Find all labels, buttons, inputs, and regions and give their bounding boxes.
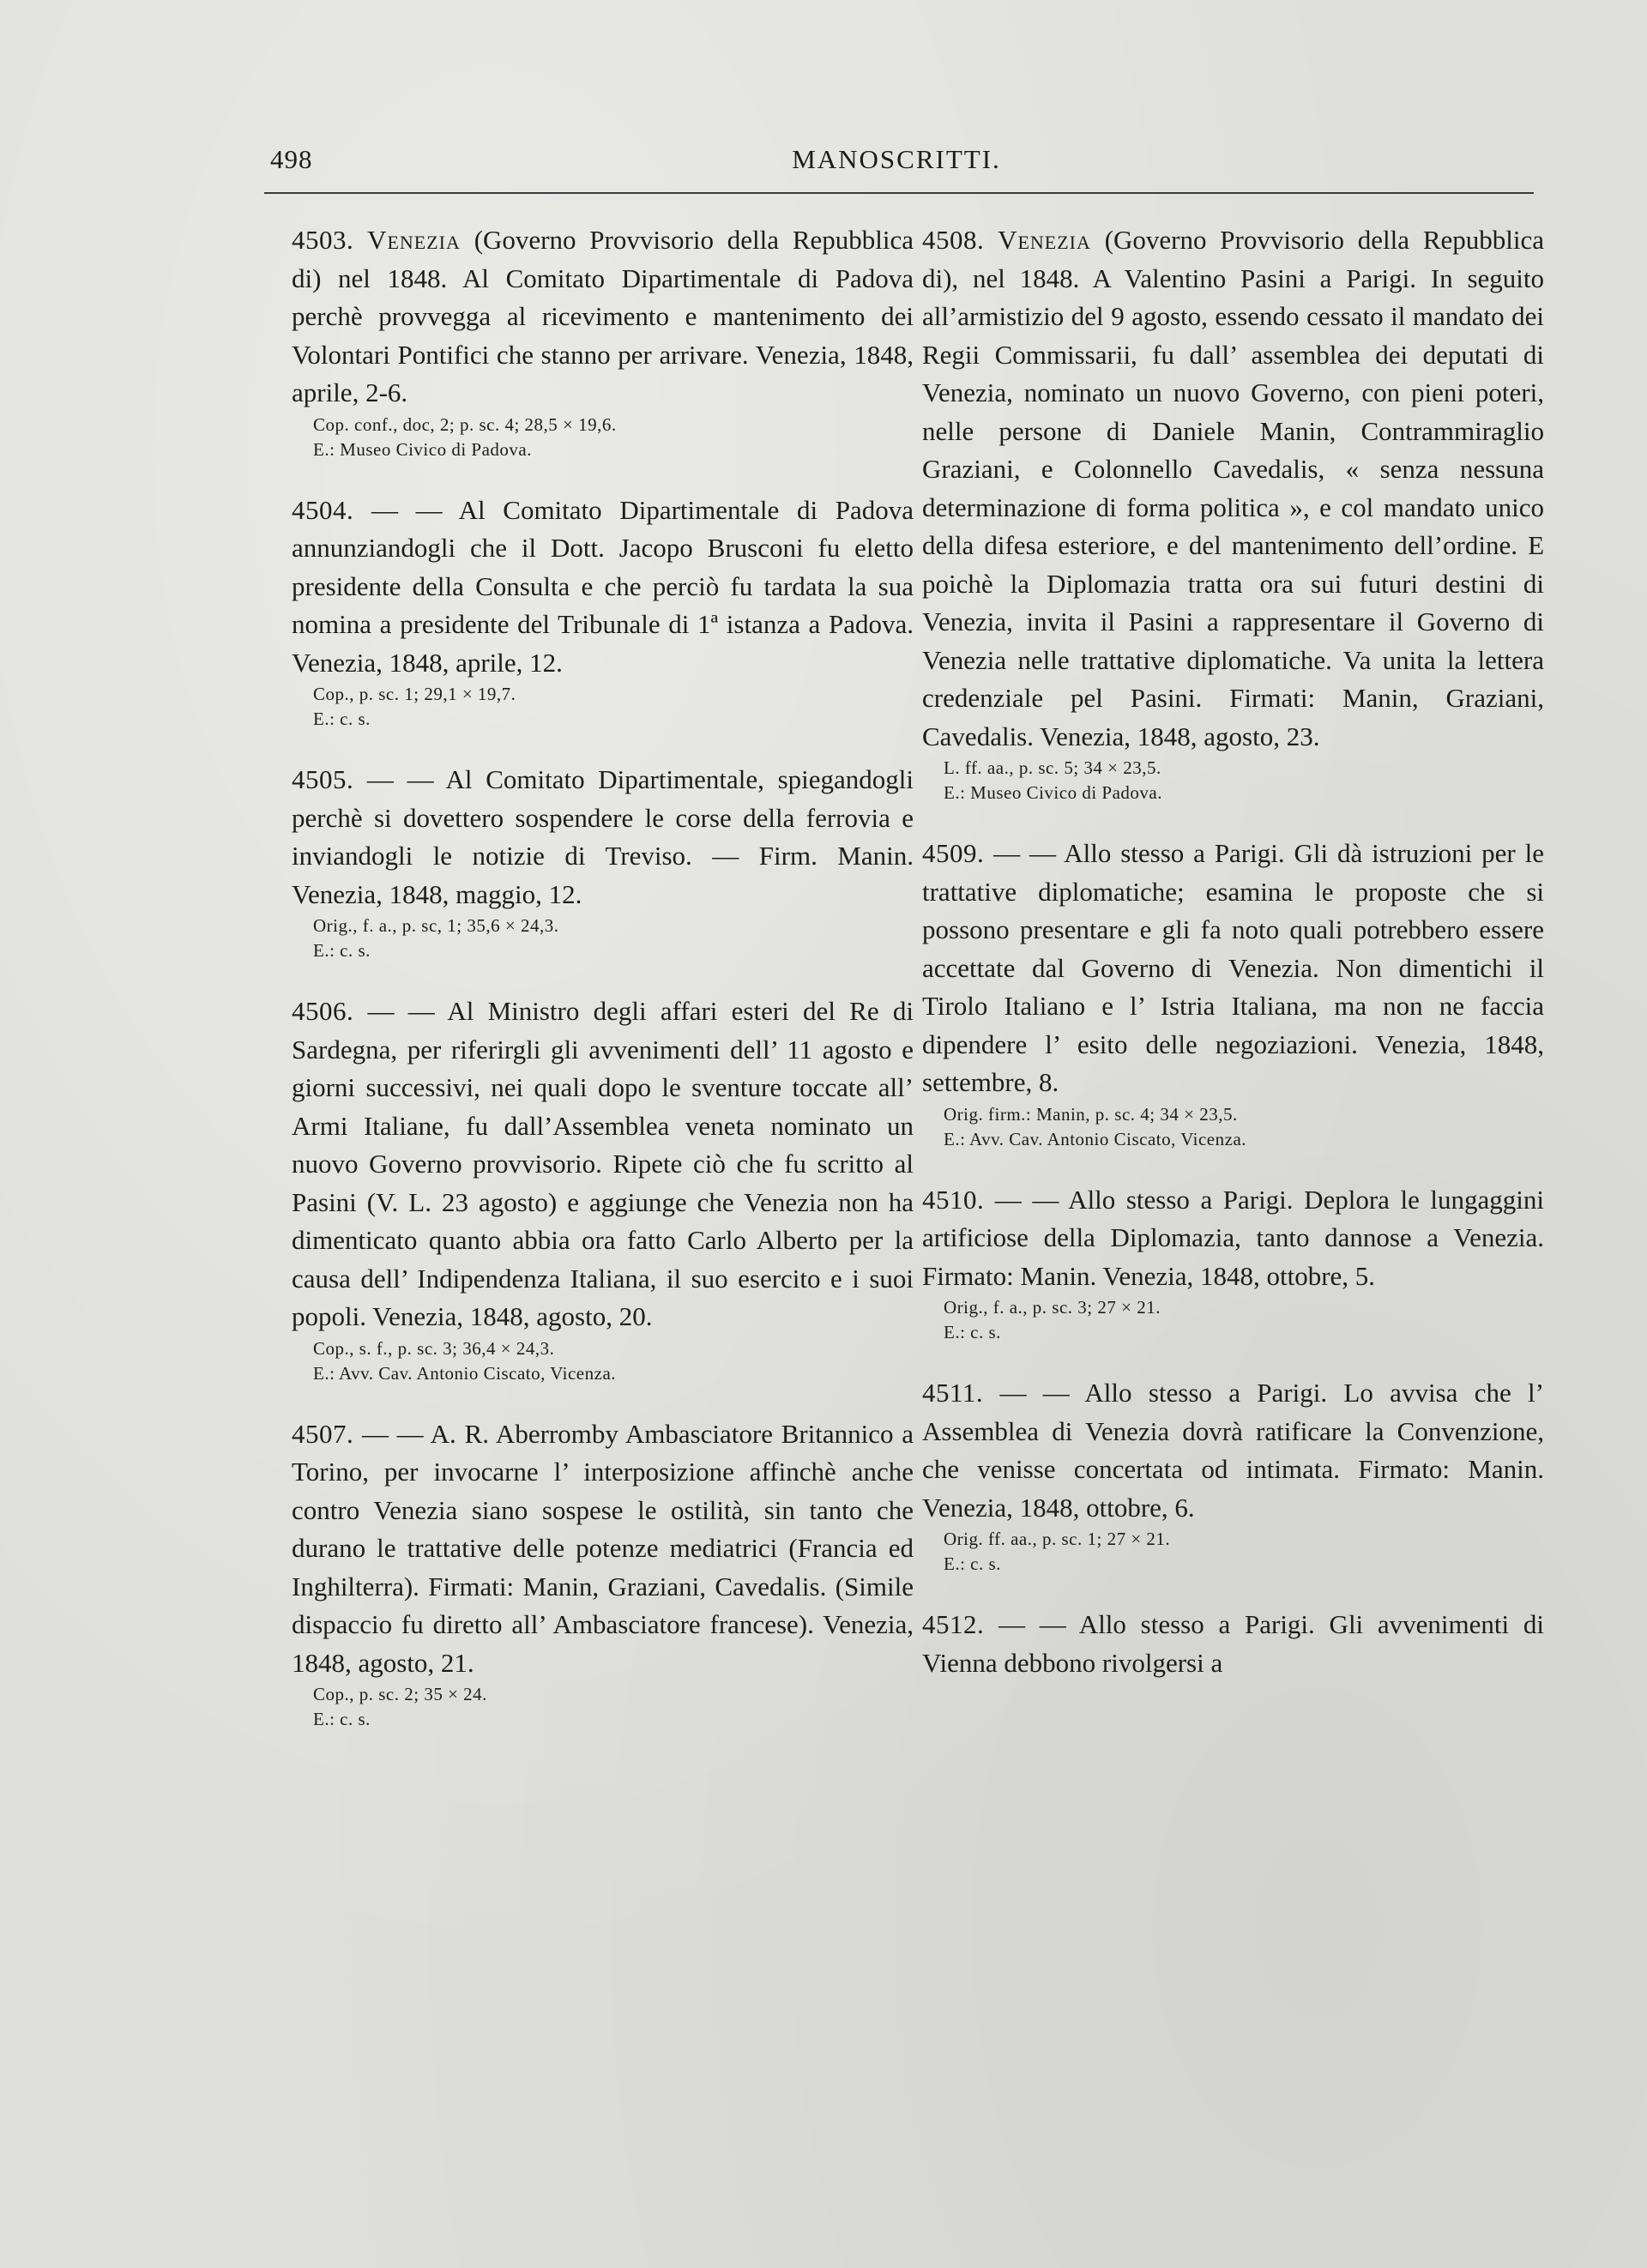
entry-body: (Governo Provvisorio della Repubblica di) nel 1848. Al Comitato Dipartimentale di Padova perchè provvegga al ricevimento e mantenimento dei Volontari Pontifici che stanno per arrivare. Venezia, 1848, aprile, 2-6. [292, 225, 914, 407]
entry-number: 4504. [292, 494, 354, 525]
source-note: Orig. ff. aa., p. sc. 1; 27 × 21. [944, 1529, 1171, 1549]
entry-number: 4508. [922, 225, 985, 255]
location-note: E.: Avv. Cav. Antonio Ciscato, Vicenza. [944, 1128, 1247, 1149]
location-note: E.: c. s. [313, 709, 371, 729]
right-column [922, 221, 1544, 1711]
entry-body: — — Al Comitato Dipartimentale di Padova annunziandogli che il Dott. Jacopo Brusconi fu eletto presidente della Consulta e che perciò fu tardata la sua nomina a presidente del Tribunale di 1ª istanza a Padova. Venezia, 1848, aprile, 12. [292, 494, 914, 678]
source-note: Orig., f. a., p. sc, 1; 35,6 × 24,3. [313, 915, 559, 936]
catalog-entry [922, 1181, 1544, 1346]
entry-body: — — Allo stesso a Parigi. Deplora le lungaggini artificiose della Diplomazia, tanto dannose a Venezia. Firmato: Manin. Venezia, 1848, ottobre, 5. [922, 1184, 1544, 1291]
source-note: Cop., s. f., p. sc. 3; 36,4 × 24,3. [313, 1337, 555, 1359]
catalog-entry [292, 761, 914, 963]
page-number: 498 [270, 144, 313, 174]
entry-text [922, 835, 1544, 1102]
entry-text [922, 1374, 1544, 1527]
entry-text [922, 1606, 1544, 1682]
catalog-entry [292, 221, 914, 462]
entry-body: — — Al Comitato Dipartimentale, spiegandogli perchè si dovettero sospendere le corse della ferrovia e inviandogli le notizie di Treviso. — Firm. Manin. Venezia, 1848, maggio, 12. [292, 764, 914, 909]
page-header [257, 144, 1535, 187]
source-note: L. ff. aa., p. sc. 5; 34 × 23,5. [944, 757, 1161, 778]
entry-heading: Venezia [998, 225, 1091, 255]
header-rule [264, 192, 1534, 194]
location-note: E.: Museo Civico di Padova. [313, 438, 532, 460]
catalog-entry [292, 992, 914, 1386]
source-note: Cop., p. sc. 2; 35 × 24. [313, 1684, 487, 1704]
entry-body: — — A. R. Aberromby Ambasciatore Britannico a Torino, per invocarne l’ interposizione affinchè anche contro Venezia siano sospese le ostilità, sin tanto che durano le trattative delle potenze mediatrici (Francia ed Inghilterra). Firmati: Manin, Graziani, Cavedalis. (Simile dispaccio fu diretto all’ Ambasciatore francese). Venezia, 1848, agosto, 21. [292, 1418, 914, 1678]
entry-text [922, 1181, 1544, 1296]
catalog-entry [292, 1415, 914, 1733]
entry-number: 4507. [292, 1418, 354, 1449]
catalog-entry [922, 1606, 1544, 1682]
location-note: E.: Museo Civico di Padova. [944, 782, 1162, 803]
entry-number: 4503. [292, 225, 354, 255]
location-note: E.: c. s. [944, 1553, 1001, 1574]
source-note: Cop., p. sc. 1; 29,1 × 19,7. [313, 684, 516, 704]
location-note: E.: c. s. [313, 1709, 371, 1729]
entry-number: 4511. [922, 1378, 984, 1408]
entry-number: 4506. [292, 996, 354, 1026]
location-note: E.: c. s. [944, 1322, 1001, 1342]
catalog-entry [922, 1374, 1544, 1577]
catalog-entry [922, 835, 1544, 1152]
entry-body: — — Al Ministro degli affari esteri del Re di Sardegna, per riferirgli gli avvenimenti dell’ 11 agosto e giorni successivi, nei quali dopo le sventure toccate all’ Armi Italiane, fu dall’Assemblea veneta nominato un nuovo Governo provvisorio. Ripete ciò che fu scritto al Pasini (V. L. 23 agosto) e aggiunge che Venezia non ha dimenticato quanto abbia ora fatto Carlo Alberto per la causa dell’ Indipendenza Italiana, il suo esercito e i suoi popoli. Venezia, 1848, agosto, 20. [292, 996, 914, 1331]
entry-text [292, 761, 914, 914]
entry-body: — — Allo stesso a Parigi. Lo avvisa che l’ Assemblea di Venezia dovrà ratificare la Convenzione, che venisse concertata od intimata. Firmato: Manin. Venezia, 1848, ottobre, 6. [922, 1378, 1544, 1523]
source-note: Orig. firm.: Manin, p. sc. 4; 34 × 23,5. [944, 1103, 1238, 1125]
entry-number: 4512. [922, 1609, 985, 1639]
catalog-entry [922, 221, 1544, 805]
entry-text [292, 1415, 914, 1683]
entry-number: 4505. [292, 764, 354, 794]
entry-body: — — Allo stesso a Parigi. Gli dà istruzioni per le trattative diplomatiche; esamina le proposte che si possono presentare e gli fa noto quali potrebbero essere accettate dal Governo di Venezia. Non dimentichi il Tirolo Italiano e l’ Istria Italiana, ma non ne faccia dipendere l’ esito delle negoziazioni. Venezia, 1848, settembre, 8. [922, 838, 1544, 1097]
source-note: Orig., f. a., p. sc. 3; 27 × 21. [944, 1297, 1161, 1318]
location-note: E.: Avv. Cav. Antonio Ciscato, Vicenza. [313, 1362, 617, 1384]
entry-text [292, 221, 914, 413]
entry-number: 4509. [922, 838, 985, 868]
catalog-entry [292, 492, 914, 733]
entry-number: 4510. [922, 1184, 985, 1215]
entry-text [922, 221, 1544, 756]
entry-text [292, 992, 914, 1336]
entry-body: (Governo Provvisorio della Repubblica di), nel 1848. A Valentino Pasini a Parigi. In seguito all’armistizio del 9 agosto, essendo cessato il mandato dei Regii Commissarii, fu dall’ assemblea dei deputati di Venezia, nominato un nuovo Governo, con pieni poteri, nelle persone di Daniele Manin, Contrammiraglio Graziani, e Colonnello Cavedalis, « senza nessuna determinazione di forma politica », e col mandato unico della difesa esteriore, e del mantenimento dell’ordine. E poichè la Diplomazia tratta ora sui futuri destini di Venezia, invita il Pasini a rappresentare il Governo di Venezia nelle trattative diplomatiche. Va unita la lettera credenziale pel Pasini. Firmati: Manin, Graziani, Cavedalis. Venezia, 1848, agosto, 23. [922, 225, 1545, 751]
location-note: E.: c. s. [313, 940, 371, 961]
entry-text [292, 492, 914, 683]
entry-body: — — Allo stesso a Parigi. Gli avvenimenti di Vienna debbono rivolgersi a [922, 1609, 1545, 1678]
running-title: MANOSCRITTI. [792, 144, 1001, 174]
entry-heading: Venezia [367, 225, 461, 255]
source-note: Cop. conf., doc, 2; p. sc. 4; 28,5 × 19,6. [313, 413, 617, 435]
left-column [292, 221, 914, 1761]
